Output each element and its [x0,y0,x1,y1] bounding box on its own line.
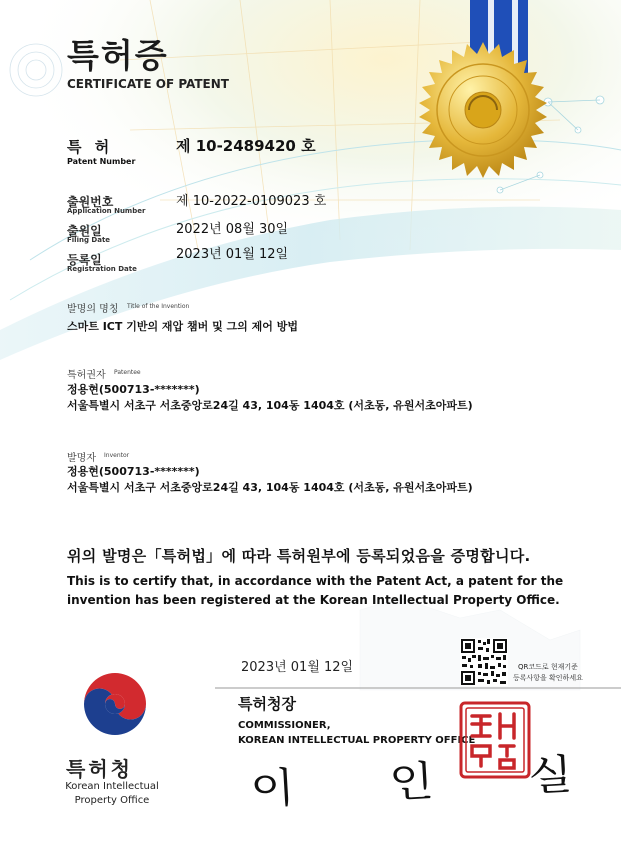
patent-number-value: 제 10-2489420 호 [176,137,316,155]
inventor-address: 서울특별시 서초구 서초중앙로24길 43, 104동 1404호 (서초동, 유원서초아파트) [67,481,473,494]
commissioner-title: 특허청장 [238,695,296,713]
application-number-label-en: Application Number [67,207,146,215]
patent-number-label-en: Patent Number [67,157,136,166]
patentee-label-en: Patentee [114,369,141,376]
invention-title-value: 스마트 ICT 기반의 재압 챔버 및 그의 제어 방법 [67,320,298,333]
gold-seal [413,40,553,180]
kipo-name-en [58,780,166,808]
commissioner-en-line1: COMMISSIONER, [238,720,331,731]
invention-title-label: 발명의 명칭 [67,304,119,315]
registration-date-value: 2023년 01월 12일 [176,247,289,262]
filing-date-label: 출원일 [67,224,102,238]
registration-date-label-en: Registration Date [67,265,137,273]
application-number-value: 제 10-2022-0109023 호 [176,194,327,209]
certification-statement-en: This is to certify that, in accordance with the Patent Act, a patent for the invention has been registered at the Korean Intellectual Property Office. [67,574,564,607]
inventor-label-en: Inventor [104,452,130,459]
issue-date: 2023년 01월 12일 [241,660,354,675]
commissioner-en-line2: KOREAN INTELLECTUAL PROPERTY OFFICE [238,735,476,746]
patentee-label: 특허권자 [67,370,106,381]
certificate-title: 특허증 [67,36,169,75]
filing-date-label-en: Filing Date [67,236,111,244]
qr-code[interactable] [460,638,508,686]
patent-number-label: 특 허 [67,138,114,156]
application-number-label: 출원번호 [67,195,114,209]
filing-date-value: 2022년 08월 30일 [176,222,289,237]
kipo-name-en-line1: Korean Intellectual [65,781,159,792]
qr-note-line2: 등록사항을 확인하세요 [513,674,583,682]
kipo-name: 특허청 [66,757,133,781]
patentee-address: 서울특별시 서초구 서초중앙로24길 43, 104동 1404호 (서초동, 유원서초아파트) [67,399,473,412]
commissioner-title-en [238,718,475,748]
official-stamp [458,700,532,780]
certificate-title-en: CERTIFICATE OF PATENT [67,77,229,91]
inventor-label: 발명자 [67,453,96,464]
invention-title-label-en: Title of the Invention [127,303,190,310]
qr-note [513,662,583,684]
kipo-logo-icon [78,667,152,741]
patentee-name: 정용현(500713-*******) [67,383,200,396]
commissioner-signature: 이 인 실 [248,747,614,814]
kipo-name-en-line2: Property Office [74,795,150,806]
inventor-name: 정용현(500713-*******) [67,465,200,478]
qr-note-line1: QR코드로 현재기준 [517,663,578,671]
certification-statement-ko: 위의 발명은「특허법」에 따라 특허원부에 등록되었음을 증명합니다. [67,547,531,565]
registration-date-label: 등록일 [67,253,102,267]
